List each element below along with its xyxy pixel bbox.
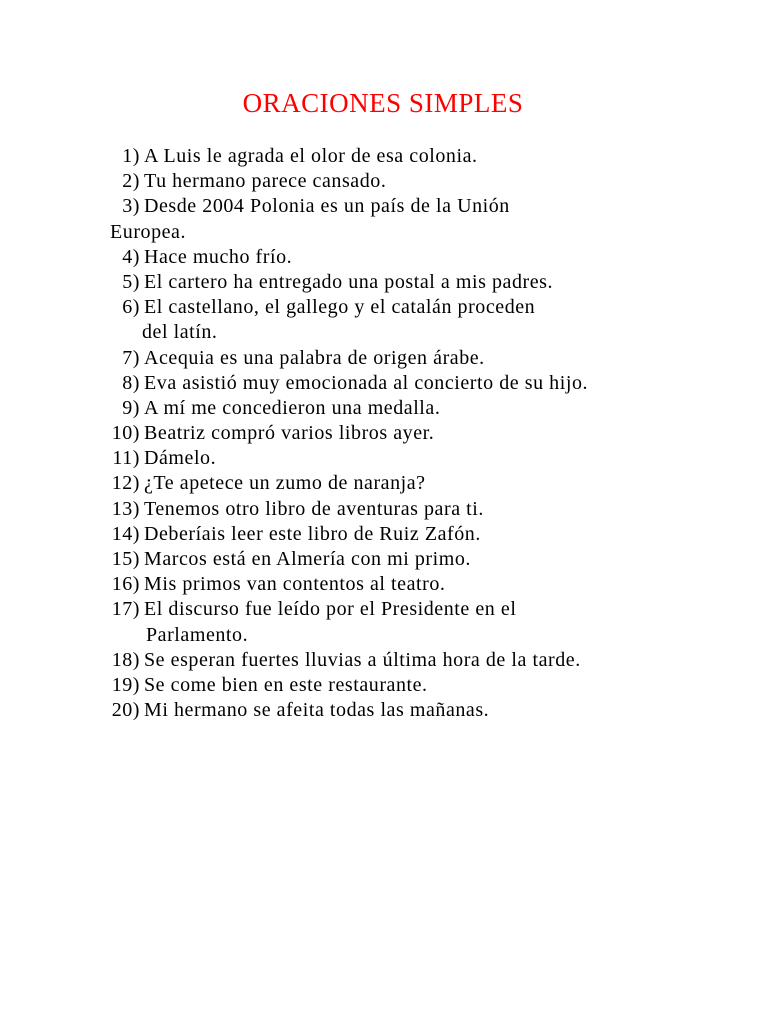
sentence-number: 9)	[122, 396, 140, 419]
sentence-number: 16)	[111, 573, 140, 596]
sentence-number: 17)	[111, 598, 140, 621]
sentence-text: Mis primos van contentos al teatro.	[144, 573, 446, 596]
sentence-line	[96, 194, 736, 219]
sentence-line	[96, 346, 736, 371]
sentence-line	[96, 421, 736, 446]
sentence-text: Mi hermano se afeita todas las mañanas.	[144, 699, 490, 722]
page-title: ORACIONES SIMPLES	[242, 88, 524, 118]
sentence-text: Acequia es una palabra de origen árabe.	[144, 346, 485, 369]
sentence-line	[96, 270, 736, 295]
list-item	[96, 572, 736, 597]
sentence-line	[96, 471, 736, 496]
sentence-continuation: Europea.	[110, 220, 187, 243]
list-item	[96, 396, 736, 421]
list-item	[96, 194, 736, 244]
sentence-text: A Luis le agrada el olor de esa colonia.	[144, 145, 478, 167]
sentence-line	[96, 497, 736, 522]
sentence-line	[96, 698, 736, 723]
list-item	[96, 597, 736, 647]
list-item	[96, 698, 736, 723]
sentence-number: 11)	[112, 447, 140, 470]
sentence-line	[96, 245, 736, 270]
sentence-number: 10)	[111, 422, 140, 445]
list-item	[96, 673, 736, 698]
sentence-text: Se esperan fuertes lluvias a última hora de la tarde.	[144, 648, 581, 671]
sentence-number: 2)	[122, 170, 140, 193]
sentence-number: 4)	[122, 245, 140, 268]
sentence-number: 14)	[111, 522, 140, 545]
list-item	[96, 497, 736, 522]
sentence-text: Deberíais leer este libro de Ruiz Zafón.	[144, 522, 481, 545]
sentence-line	[96, 169, 736, 194]
list-item	[96, 648, 736, 673]
sentence-number: 15)	[111, 548, 140, 570]
sentence-text: Dámelo.	[144, 447, 217, 470]
sentence-line	[96, 572, 736, 597]
sentence-number: 13)	[111, 497, 140, 520]
sentence-continuation: Parlamento.	[146, 623, 249, 646]
sentence-text: El discurso fue leído por el Presidente en el	[144, 598, 517, 621]
sentence-text: Se come bien en este restaurante.	[144, 673, 428, 696]
list-item	[96, 471, 736, 496]
list-item	[96, 295, 736, 345]
list-item	[96, 169, 736, 194]
list-item	[96, 371, 736, 396]
sentence-line	[96, 295, 736, 320]
list-item	[96, 346, 736, 371]
sentence-line	[96, 396, 736, 421]
sentence-text: Tu hermano parece cansado.	[144, 170, 387, 193]
sentence-text: Beatriz compró varios libros ayer.	[144, 422, 435, 445]
list-item	[96, 270, 736, 295]
sentence-number: 12)	[111, 472, 140, 495]
list-item	[96, 421, 736, 446]
list-item	[96, 245, 736, 270]
list-item	[96, 446, 736, 471]
sentence-text: Eva asistió muy emocionada al concierto de su hijo.	[144, 371, 589, 394]
sentence-line	[96, 648, 736, 673]
sentence-number: 20)	[111, 699, 140, 722]
sentence-text: Desde 2004 Polonia es un país de la Unión	[144, 195, 510, 218]
sentence-line	[96, 547, 736, 572]
sentence-number: 6)	[122, 296, 140, 319]
sentence-number: 5)	[122, 270, 140, 293]
sentence-line	[96, 371, 736, 396]
sentence-number: 1)	[122, 145, 140, 167]
sentence-line	[96, 673, 736, 698]
sentence-number: 18)	[111, 648, 140, 671]
sentence-line	[96, 522, 736, 547]
sentence-number: 3)	[122, 195, 140, 218]
sentence-number: 8)	[122, 371, 140, 394]
sentence-number: 19)	[111, 673, 140, 696]
sentence-number: 7)	[122, 346, 140, 369]
list-item	[96, 144, 736, 169]
sentence-list	[96, 144, 736, 723]
sentence-text: Tenemos otro libro de aventuras para ti.	[144, 497, 484, 520]
sentence-text: El cartero ha entregado una postal a mis padres.	[144, 270, 554, 293]
list-item	[96, 522, 736, 547]
sentence-line	[96, 597, 736, 622]
sentence-continuation: del latín.	[142, 321, 218, 344]
list-item	[96, 547, 736, 572]
sentence-text: Hace mucho frío.	[144, 245, 293, 268]
sentence-text: ¿Te apetece un zumo de naranja?	[144, 472, 426, 495]
sentence-line	[96, 144, 736, 169]
sentence-text: El castellano, el gallego y el catalán proceden	[144, 296, 536, 319]
sentence-line	[96, 446, 736, 471]
sentence-text: Marcos está en Almería con mi primo.	[144, 548, 471, 570]
sentence-text: A mí me concedieron una medalla.	[144, 396, 441, 419]
